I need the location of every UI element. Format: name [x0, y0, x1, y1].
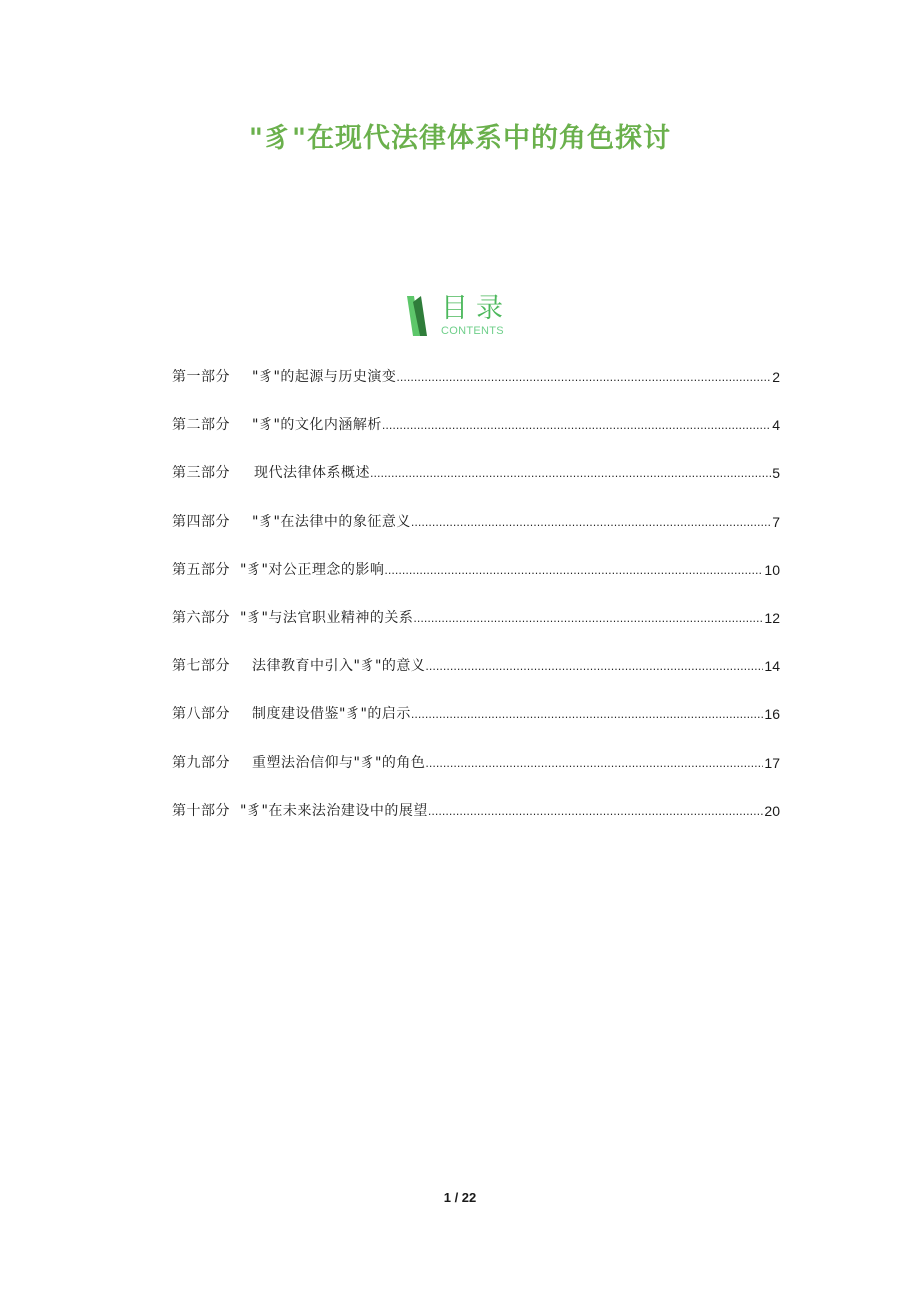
toc-entry-title: "豸"的起源与历史演变	[252, 369, 397, 385]
toc-entry[interactable]	[172, 414, 780, 462]
toc-dot-leader	[384, 559, 763, 581]
toc-entry-title: "豸"在未来法治建设中的展望	[240, 802, 428, 819]
toc-entry-title: "豸"的文化内涵解析	[252, 417, 382, 434]
toc-entry-part: 第一部分	[172, 369, 230, 385]
toc-title: 目录	[441, 293, 511, 324]
toc-entry-page: 2	[772, 369, 780, 385]
toc-entry[interactable]	[172, 366, 780, 414]
toc-entry-title: 重塑法治信仰与"豸"的角色	[252, 754, 426, 771]
toc-dot-leader	[411, 703, 764, 725]
toc-entry-title: "豸"与法官职业精神的关系	[240, 609, 414, 626]
toc-entry-page: 14	[764, 658, 780, 675]
toc-dot-leader	[370, 462, 771, 484]
toc-dot-leader	[396, 366, 771, 388]
toc-entry-title: 现代法律体系概述	[254, 465, 370, 482]
toc-entry-part: 第十部分	[172, 802, 230, 819]
toc-entry-page: 12	[764, 609, 780, 626]
toc-dot-leader	[425, 655, 763, 677]
toc-entry-part: 第九部分	[172, 754, 230, 771]
toc-dot-leader	[425, 752, 763, 774]
toc-entry-title: 制度建设借鉴"豸"的启示	[252, 706, 411, 723]
toc-entry-part: 第二部分	[172, 417, 230, 434]
toc-dot-leader	[413, 607, 763, 629]
toc-dot-leader	[382, 414, 771, 436]
toc-entry-page: 20	[764, 802, 780, 819]
toc-entry-part: 第八部分	[172, 706, 230, 723]
toc-entry[interactable]	[172, 752, 780, 800]
toc-list	[172, 366, 780, 848]
toc-entry[interactable]	[172, 655, 780, 703]
toc-entry-part: 第四部分	[172, 513, 230, 530]
toc-entry-title: 法律教育中引入"豸"的意义	[252, 658, 426, 675]
toc-entry-page: 4	[772, 417, 780, 434]
toc-entry[interactable]	[172, 607, 780, 655]
toc-entry[interactable]	[172, 511, 780, 559]
toc-entry[interactable]	[172, 462, 780, 510]
toc-subtitle: CONTENTS	[441, 325, 504, 337]
toc-entry-page: 16	[764, 706, 780, 723]
toc-entry[interactable]	[172, 703, 780, 751]
toc-entry-part: 第五部分	[172, 561, 230, 578]
toc-entry[interactable]	[172, 559, 780, 607]
toc-entry-title: "豸"对公正理念的影响	[240, 561, 385, 578]
toc-entry-page: 7	[772, 513, 780, 530]
toc-dot-leader	[411, 511, 771, 533]
toc-bookmark-icon	[405, 296, 431, 336]
toc-entry[interactable]	[172, 800, 780, 848]
toc-entry-part: 第六部分	[172, 609, 230, 626]
toc-entry-part: 第三部分	[172, 465, 230, 482]
page-number: 1 / 22	[443, 1190, 477, 1205]
toc-entry-title: "豸"在法律中的象征意义	[252, 513, 411, 530]
toc-entry-page: 10	[764, 561, 780, 578]
toc-dot-leader	[428, 800, 764, 822]
toc-entry-page: 5	[772, 465, 780, 482]
document-title: "豸"在现代法律体系中的角色探讨	[248, 123, 672, 154]
toc-entry-part: 第七部分	[172, 658, 230, 675]
toc-entry-page: 17	[764, 754, 780, 771]
toc-heading	[405, 294, 525, 340]
